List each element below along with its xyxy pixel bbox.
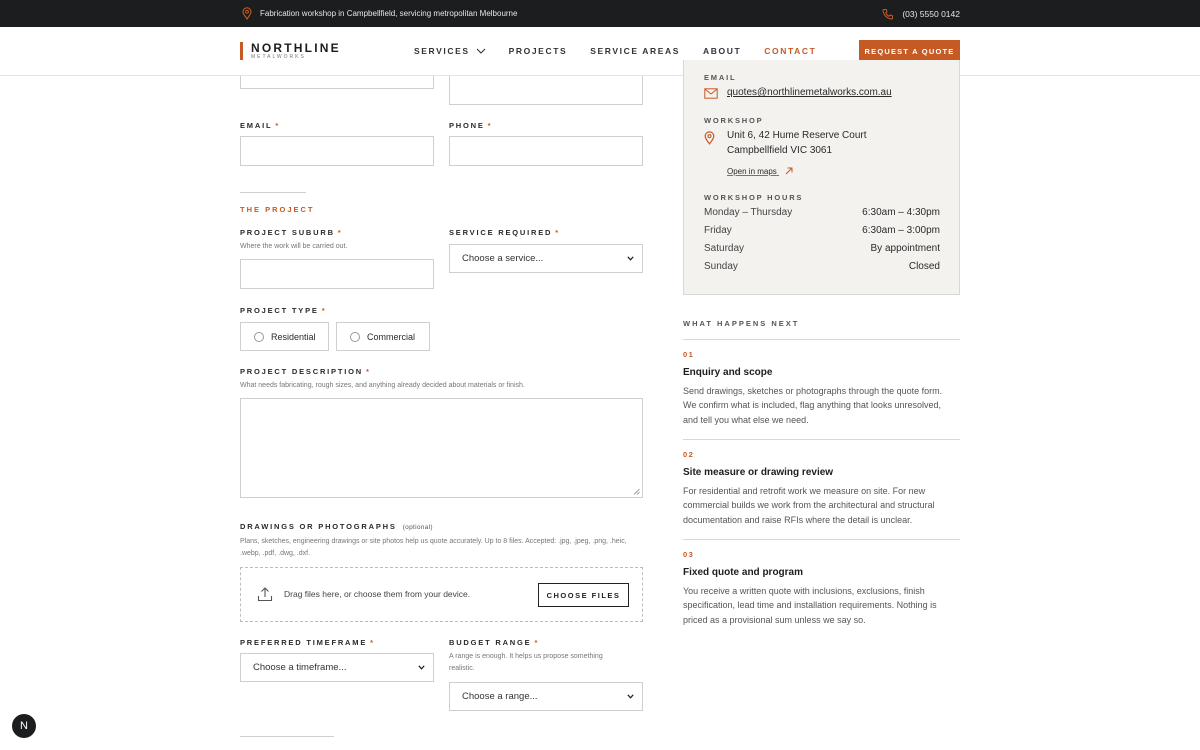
radio-label: Residential bbox=[271, 331, 316, 342]
mail-icon bbox=[704, 88, 718, 99]
section-divider bbox=[240, 736, 334, 737]
card-address-line2: Campbellfield VIC 3061 bbox=[727, 145, 833, 156]
nav-item-about[interactable] bbox=[703, 46, 741, 56]
timeframe-label: PREFERRED TIMEFRAME * bbox=[240, 638, 375, 647]
nav-item-label: SERVICE AREAS bbox=[590, 46, 681, 56]
budget-select[interactable] bbox=[449, 682, 643, 711]
file-dropzone[interactable] bbox=[240, 567, 643, 622]
project-description-textarea[interactable] bbox=[240, 398, 643, 498]
drawings-hint: Plans, sketches, engineering drawings or site photos help us quote accurately. Up to 8 files. Accepted: .jpg, .jpeg, .png, .heic, .webp, .pdf, .dwg, .dxf. bbox=[240, 538, 627, 557]
phone-number[interactable]: (03) 5550 0142 bbox=[902, 8, 960, 19]
step-body: Send drawings, sketches or photographs through the quote form. We confirm what is included, flag anything that looks unresolved, and tell you what else we need. bbox=[683, 386, 943, 425]
phone-icon bbox=[882, 8, 894, 20]
hours-row: Sunday Closed bbox=[704, 261, 940, 272]
phone-input[interactable] bbox=[449, 136, 643, 166]
upload-icon bbox=[257, 586, 273, 602]
request-quote-button[interactable]: REQUEST A QUOTE bbox=[859, 40, 960, 62]
map-pin-icon bbox=[704, 131, 715, 145]
nav-item-services[interactable] bbox=[414, 46, 486, 56]
timeframe-select[interactable] bbox=[240, 653, 434, 682]
radio-residential[interactable] bbox=[240, 322, 329, 351]
dropzone-text: Drag files here, or choose them from your device. bbox=[284, 589, 471, 599]
company-input-partial[interactable] bbox=[449, 76, 643, 105]
chevron-down-icon bbox=[627, 256, 634, 261]
drawings-label: DRAWINGS OR PHOTOGRAPHS (optional) bbox=[240, 522, 433, 531]
card-hours-label: WORKSHOP HOURS bbox=[704, 193, 804, 202]
nav-item-service-areas[interactable] bbox=[590, 46, 680, 56]
radio-label: Commercial bbox=[367, 331, 416, 342]
process-step bbox=[683, 339, 960, 439]
service-required-select[interactable] bbox=[449, 244, 643, 273]
budget-label: BUDGET RANGE * bbox=[449, 638, 540, 647]
phone-label: PHONE * bbox=[449, 121, 493, 130]
location-text: Fabrication workshop in Campbellfield, servicing metropolitan Melbourne bbox=[260, 9, 518, 18]
radio-circle bbox=[254, 332, 264, 342]
location-info bbox=[242, 0, 517, 27]
nav-item-label: PROJECTS bbox=[508, 46, 568, 56]
select-value: Choose a service... bbox=[462, 253, 544, 264]
step-heading: Site measure or drawing review bbox=[683, 467, 834, 478]
top-info-bar bbox=[0, 0, 1200, 27]
card-workshop-label: WORKSHOP bbox=[704, 116, 764, 125]
project-suburb-hint: Where the work will be carried out. bbox=[240, 243, 348, 250]
section-title-project: THE PROJECT bbox=[240, 205, 315, 214]
external-link-icon bbox=[785, 167, 793, 175]
floating-action-button[interactable]: N bbox=[12, 714, 36, 738]
choose-files-button[interactable]: CHOOSE FILES bbox=[538, 583, 629, 607]
nav-item-contact[interactable] bbox=[764, 46, 816, 56]
email-input[interactable] bbox=[240, 136, 434, 166]
logo-accent-bar bbox=[240, 42, 243, 60]
what-happens-next-title: WHAT HAPPENS NEXT bbox=[683, 319, 800, 328]
select-value: Choose a timeframe... bbox=[253, 662, 347, 673]
project-description-label: PROJECT DESCRIPTION * bbox=[240, 367, 371, 376]
hours-row: Saturday By appointment bbox=[704, 243, 940, 254]
step-number: 03 bbox=[683, 550, 695, 559]
card-email-link[interactable]: quotes@northlinemetalworks.com.au bbox=[727, 87, 892, 98]
resize-handle-icon[interactable] bbox=[633, 488, 640, 495]
step-number: 02 bbox=[683, 450, 695, 459]
chevron-down-icon bbox=[627, 694, 634, 699]
step-heading: Enquiry and scope bbox=[683, 367, 773, 378]
email-label: EMAIL * bbox=[240, 121, 281, 130]
nav-item-label: SERVICES bbox=[414, 46, 470, 56]
nav-item-projects[interactable] bbox=[509, 46, 568, 56]
open-in-maps-link[interactable]: Open in maps bbox=[727, 164, 793, 179]
project-type-label: PROJECT TYPE * bbox=[240, 306, 327, 315]
map-pin-icon bbox=[242, 7, 252, 20]
nav-item-label: CONTACT bbox=[764, 46, 817, 56]
phone-link[interactable] bbox=[882, 0, 960, 27]
hours-row: Friday 6:30am – 3:00pm bbox=[704, 225, 940, 236]
radio-commercial[interactable] bbox=[336, 322, 430, 351]
logo-subtitle: METALWORKS bbox=[251, 53, 306, 60]
card-address-line1: Unit 6, 42 Hume Reserve Court bbox=[727, 130, 867, 141]
service-required-label: SERVICE REQUIRED * bbox=[449, 228, 560, 237]
budget-hint: A range is enough. It helps us propose something realistic. bbox=[449, 653, 603, 672]
name-input-partial[interactable] bbox=[240, 76, 434, 89]
step-body: For residential and retrofit work we measure on site. For new commercial builds we work from the architectural and structural documentation and raise RFIs where the detail is unclear. bbox=[683, 486, 935, 525]
contact-details-card bbox=[683, 60, 960, 295]
project-suburb-input[interactable] bbox=[240, 259, 434, 289]
step-heading: Fixed quote and program bbox=[683, 567, 804, 578]
step-body: You receive a written quote with inclusions, exclusions, finish specification, lead time and installation requirements. Nothing is priced as a provisional sum unless we say so. bbox=[683, 586, 937, 625]
chevron-down-icon bbox=[418, 665, 425, 670]
hours-row: Monday – Thursday 6:30am – 4:30pm bbox=[704, 207, 940, 218]
process-step bbox=[683, 439, 960, 539]
card-email-label: EMAIL bbox=[704, 73, 737, 82]
section-divider bbox=[240, 192, 306, 193]
radio-circle bbox=[350, 332, 360, 342]
brand-logo[interactable] bbox=[240, 41, 341, 61]
select-value: Choose a range... bbox=[462, 691, 538, 702]
main-navigation bbox=[0, 27, 1200, 76]
project-suburb-label: PROJECT SUBURB * bbox=[240, 228, 343, 237]
chevron-down-icon bbox=[476, 48, 486, 54]
step-number: 01 bbox=[683, 350, 695, 359]
process-step bbox=[683, 539, 960, 639]
project-description-hint: What needs fabricating, rough sizes, and anything already decided about materials or finish. bbox=[240, 382, 525, 389]
nav-item-label: ABOUT bbox=[703, 46, 742, 56]
logo-name: NORTHLINE bbox=[251, 40, 341, 55]
